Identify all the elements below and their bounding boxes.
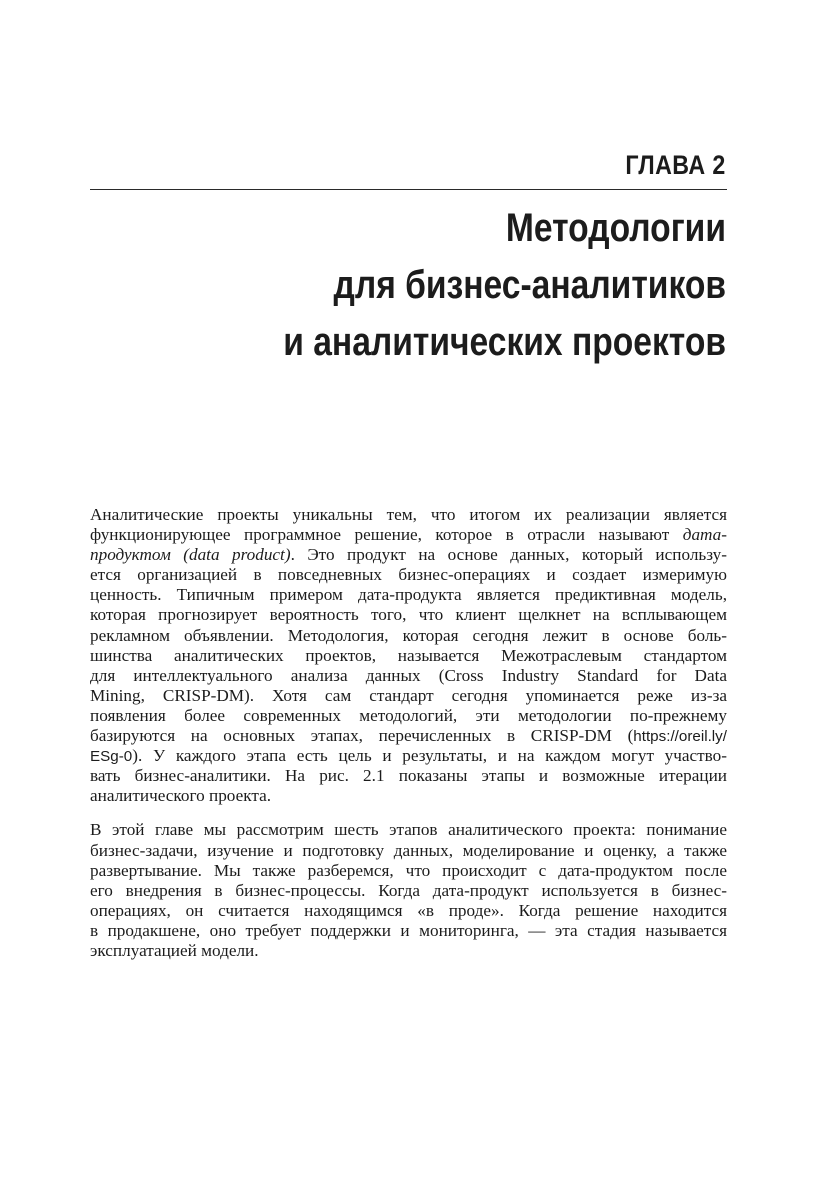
text-line: для интеллектуального анализа данных (Cross Industry Standard for Data	[90, 665, 727, 685]
text-line: аналитического проекта.	[90, 786, 271, 806]
paragraph-1	[90, 505, 727, 806]
chapter-title	[26, 200, 726, 371]
text-line: вать бизнес-аналитики. На рис. 2.1 показаны этапы и возможные итерации	[90, 766, 727, 786]
text-line: бизнес-задачи, изучение и подготовку данных, моделирование и оценку, а также	[90, 840, 727, 860]
text-line: эксплуатацией модели.	[90, 940, 259, 960]
chapter-divider	[90, 189, 727, 190]
chapter-number: ГЛАВА 2	[625, 150, 726, 180]
chapter-title-line: Методологии	[505, 206, 726, 250]
chapter-title-line: для бизнес-аналитиков	[333, 263, 726, 307]
text-line: рекламном объявлении. Методология, которая сегодня лежит в основе боль-	[90, 625, 727, 645]
text-line: Аналитические проекты уникальны тем, что итогом их реализации является	[90, 505, 727, 524]
text-line: ется организацией в повседневных бизнес-операциях и создает измеримую	[90, 565, 727, 585]
text-span: базируются на основных этапах, перечисленных в CRISP-DM (	[90, 726, 634, 746]
italic-term: продуктом (data product)	[90, 545, 291, 565]
text-line: в продакшене, оно требует поддержки и мониторинга, — эта стадия называется	[90, 920, 727, 940]
text-line: Mining, CRISP-DM). Хотя сам стандарт сегодня упоминается реже из-за	[90, 685, 727, 705]
text-line: развертывание. Мы также разберемся, что происходит с дата-продуктом после	[90, 860, 727, 880]
text-line: его внедрения в бизнес-процессы. Когда дата-продукт используется в бизнес-	[90, 880, 727, 900]
italic-term: дата-	[682, 525, 727, 545]
url-link[interactable]: ESg-0	[90, 748, 133, 766]
text-line	[90, 525, 727, 545]
text-line: операциях, он считается находящимся «в проде». Когда решение находится	[90, 900, 727, 920]
text-span: функционирующее программное решение, которое в отрасли называют	[90, 525, 683, 545]
text-span: . Это продукт на основе данных, который использу-	[290, 545, 727, 565]
text-line: появления более современных методологий, эти методологии по-прежнему	[90, 705, 727, 725]
text-line: шинства аналитических проектов, называется Межотраслевым стандартом	[90, 645, 727, 665]
paragraph-2	[90, 820, 727, 961]
text-line: ценность. Типичным примером дата-продукта является предиктивная модель,	[90, 585, 727, 605]
text-line: которая прогнозирует вероятность того, что клиент щелкнет на всплывающем	[90, 605, 727, 625]
text-line: В этой главе мы рассмотрим шесть этапов аналитического проекта: понимание	[90, 820, 727, 840]
text-line	[90, 726, 727, 746]
chapter-body	[90, 505, 727, 961]
text-line	[90, 746, 727, 766]
chapter-title-line: и аналитических проектов	[283, 320, 726, 364]
url-link[interactable]: https://oreil.ly/	[633, 728, 727, 746]
text-line	[90, 545, 727, 565]
text-span: ). У каждого этапа есть цель и результаты, и на каждом могут участво-	[132, 746, 727, 766]
paragraph-spacing	[90, 806, 727, 820]
